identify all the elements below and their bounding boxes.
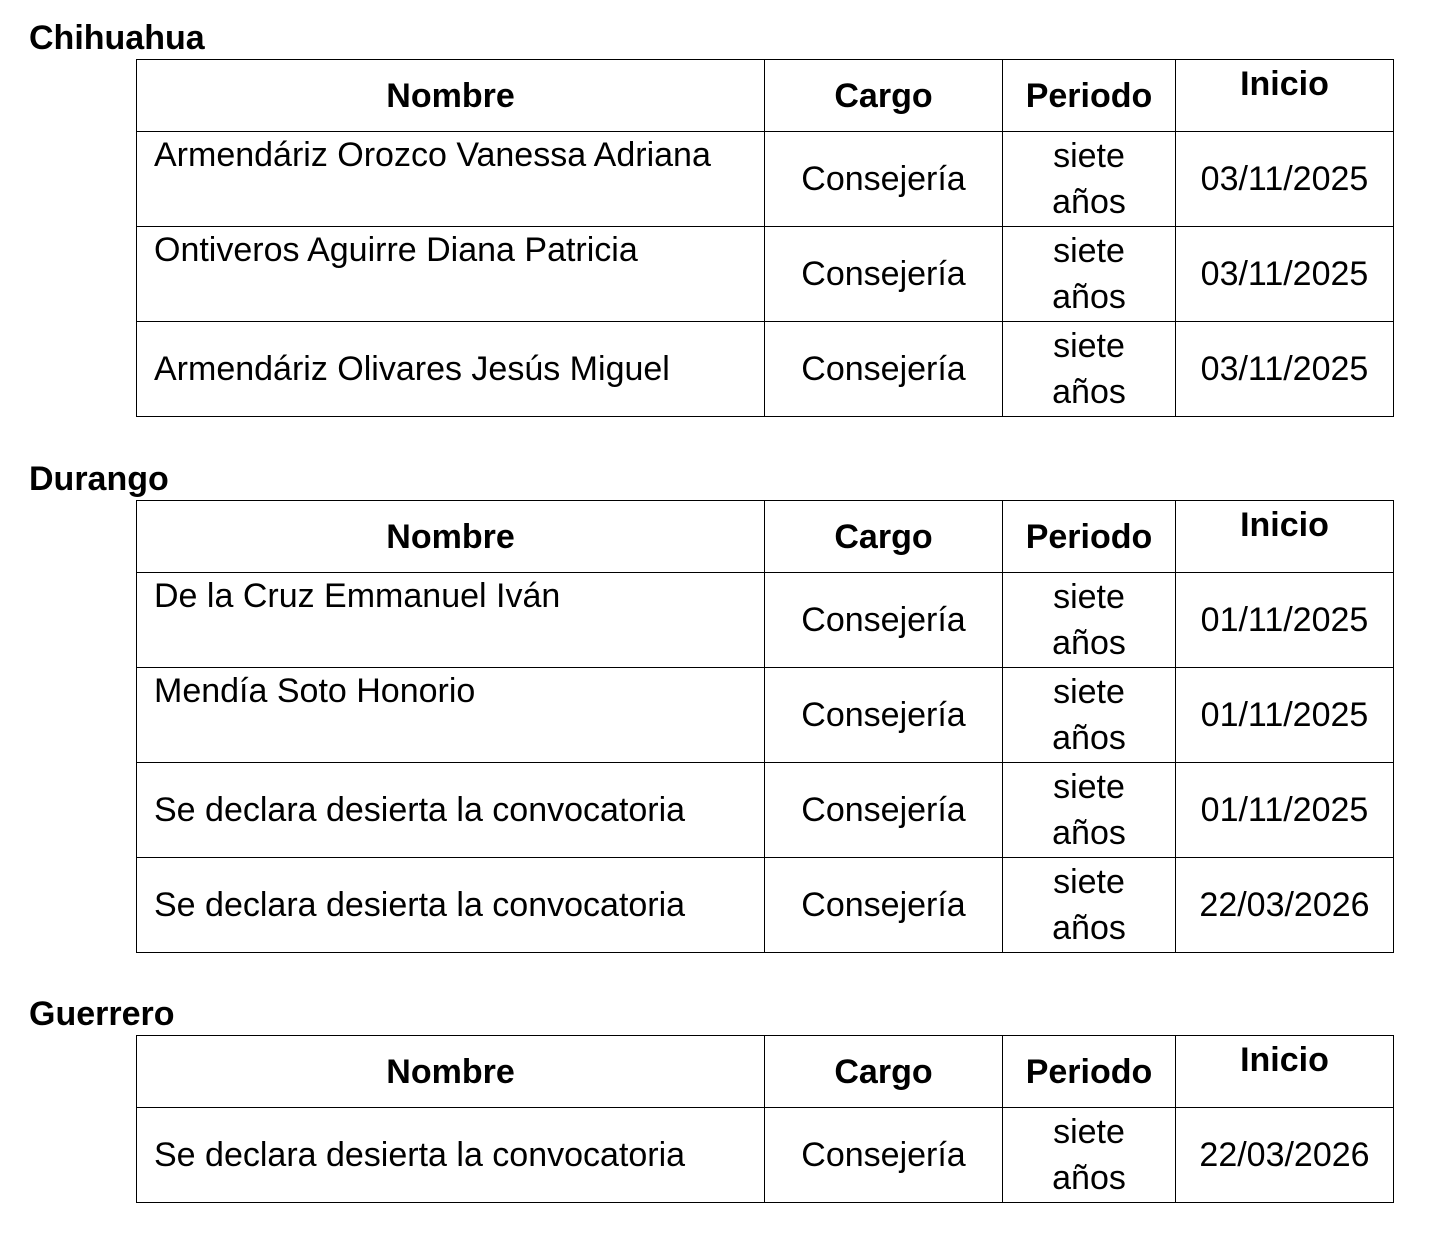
roster-table bbox=[136, 1035, 1394, 1203]
cell-inicio: 22/03/2026 bbox=[1176, 1108, 1394, 1203]
header-row bbox=[137, 501, 1394, 573]
cell-periodo bbox=[1003, 763, 1176, 858]
cell-nombre: Se declara desierta la convocatoria bbox=[137, 1108, 765, 1203]
periodo-text: siete años bbox=[1052, 1113, 1126, 1197]
cell-inicio: 22/03/2026 bbox=[1176, 858, 1394, 953]
header-periodo: Periodo bbox=[1003, 501, 1176, 573]
cell-inicio: 03/11/2025 bbox=[1176, 322, 1394, 417]
cell-cargo: Consejería bbox=[765, 858, 1003, 953]
cell-inicio: 01/11/2025 bbox=[1176, 573, 1394, 668]
section-title: Durango bbox=[29, 460, 169, 498]
periodo-text: siete años bbox=[1052, 673, 1126, 757]
header-inicio: Inicio bbox=[1176, 60, 1394, 132]
table-row bbox=[137, 668, 1394, 763]
header-inicio: Inicio bbox=[1176, 1036, 1394, 1108]
table-row bbox=[137, 573, 1394, 668]
cell-periodo bbox=[1003, 573, 1176, 668]
periodo-text: siete años bbox=[1052, 232, 1126, 316]
cell-nombre: Armendáriz Orozco Vanessa Adriana bbox=[137, 132, 765, 227]
cell-nombre: Se declara desierta la convocatoria bbox=[137, 763, 765, 858]
table-row bbox=[137, 227, 1394, 322]
cell-cargo: Consejería bbox=[765, 763, 1003, 858]
cell-cargo: Consejería bbox=[765, 573, 1003, 668]
cell-periodo bbox=[1003, 322, 1176, 417]
cell-inicio: 01/11/2025 bbox=[1176, 763, 1394, 858]
header-periodo: Periodo bbox=[1003, 60, 1176, 132]
cell-inicio: 03/11/2025 bbox=[1176, 227, 1394, 322]
periodo-text: siete años bbox=[1052, 137, 1126, 221]
periodo-text: siete años bbox=[1052, 768, 1126, 852]
table-row bbox=[137, 858, 1394, 953]
cell-cargo: Consejería bbox=[765, 132, 1003, 227]
table-row bbox=[137, 132, 1394, 227]
cell-nombre: Ontiveros Aguirre Diana Patricia bbox=[137, 227, 765, 322]
table-row bbox=[137, 1108, 1394, 1203]
cell-nombre: Armendáriz Olivares Jesús Miguel bbox=[137, 322, 765, 417]
header-nombre: Nombre bbox=[137, 60, 765, 132]
cell-periodo bbox=[1003, 858, 1176, 953]
section-title: Guerrero bbox=[29, 995, 175, 1033]
header-cargo: Cargo bbox=[765, 501, 1003, 573]
header-nombre: Nombre bbox=[137, 1036, 765, 1108]
cell-cargo: Consejería bbox=[765, 227, 1003, 322]
cell-cargo: Consejería bbox=[765, 668, 1003, 763]
header-cargo: Cargo bbox=[765, 60, 1003, 132]
cell-inicio: 01/11/2025 bbox=[1176, 668, 1394, 763]
cell-nombre: Mendía Soto Honorio bbox=[137, 668, 765, 763]
cell-cargo: Consejería bbox=[765, 322, 1003, 417]
header-cargo: Cargo bbox=[765, 1036, 1003, 1108]
table-row bbox=[137, 763, 1394, 858]
header-periodo: Periodo bbox=[1003, 1036, 1176, 1108]
cell-nombre: De la Cruz Emmanuel Iván bbox=[137, 573, 765, 668]
cell-periodo bbox=[1003, 1108, 1176, 1203]
header-row bbox=[137, 1036, 1394, 1108]
periodo-text: siete años bbox=[1052, 863, 1126, 947]
header-nombre: Nombre bbox=[137, 501, 765, 573]
roster-table bbox=[136, 500, 1394, 953]
cell-periodo bbox=[1003, 668, 1176, 763]
header-row bbox=[137, 60, 1394, 132]
cell-cargo: Consejería bbox=[765, 1108, 1003, 1203]
section-title: Chihuahua bbox=[29, 19, 205, 57]
periodo-text: siete años bbox=[1052, 327, 1126, 411]
table-row bbox=[137, 322, 1394, 417]
cell-nombre: Se declara desierta la convocatoria bbox=[137, 858, 765, 953]
cell-periodo bbox=[1003, 132, 1176, 227]
roster-table bbox=[136, 59, 1394, 417]
cell-periodo bbox=[1003, 227, 1176, 322]
header-inicio: Inicio bbox=[1176, 501, 1394, 573]
cell-inicio: 03/11/2025 bbox=[1176, 132, 1394, 227]
periodo-text: siete años bbox=[1052, 578, 1126, 662]
